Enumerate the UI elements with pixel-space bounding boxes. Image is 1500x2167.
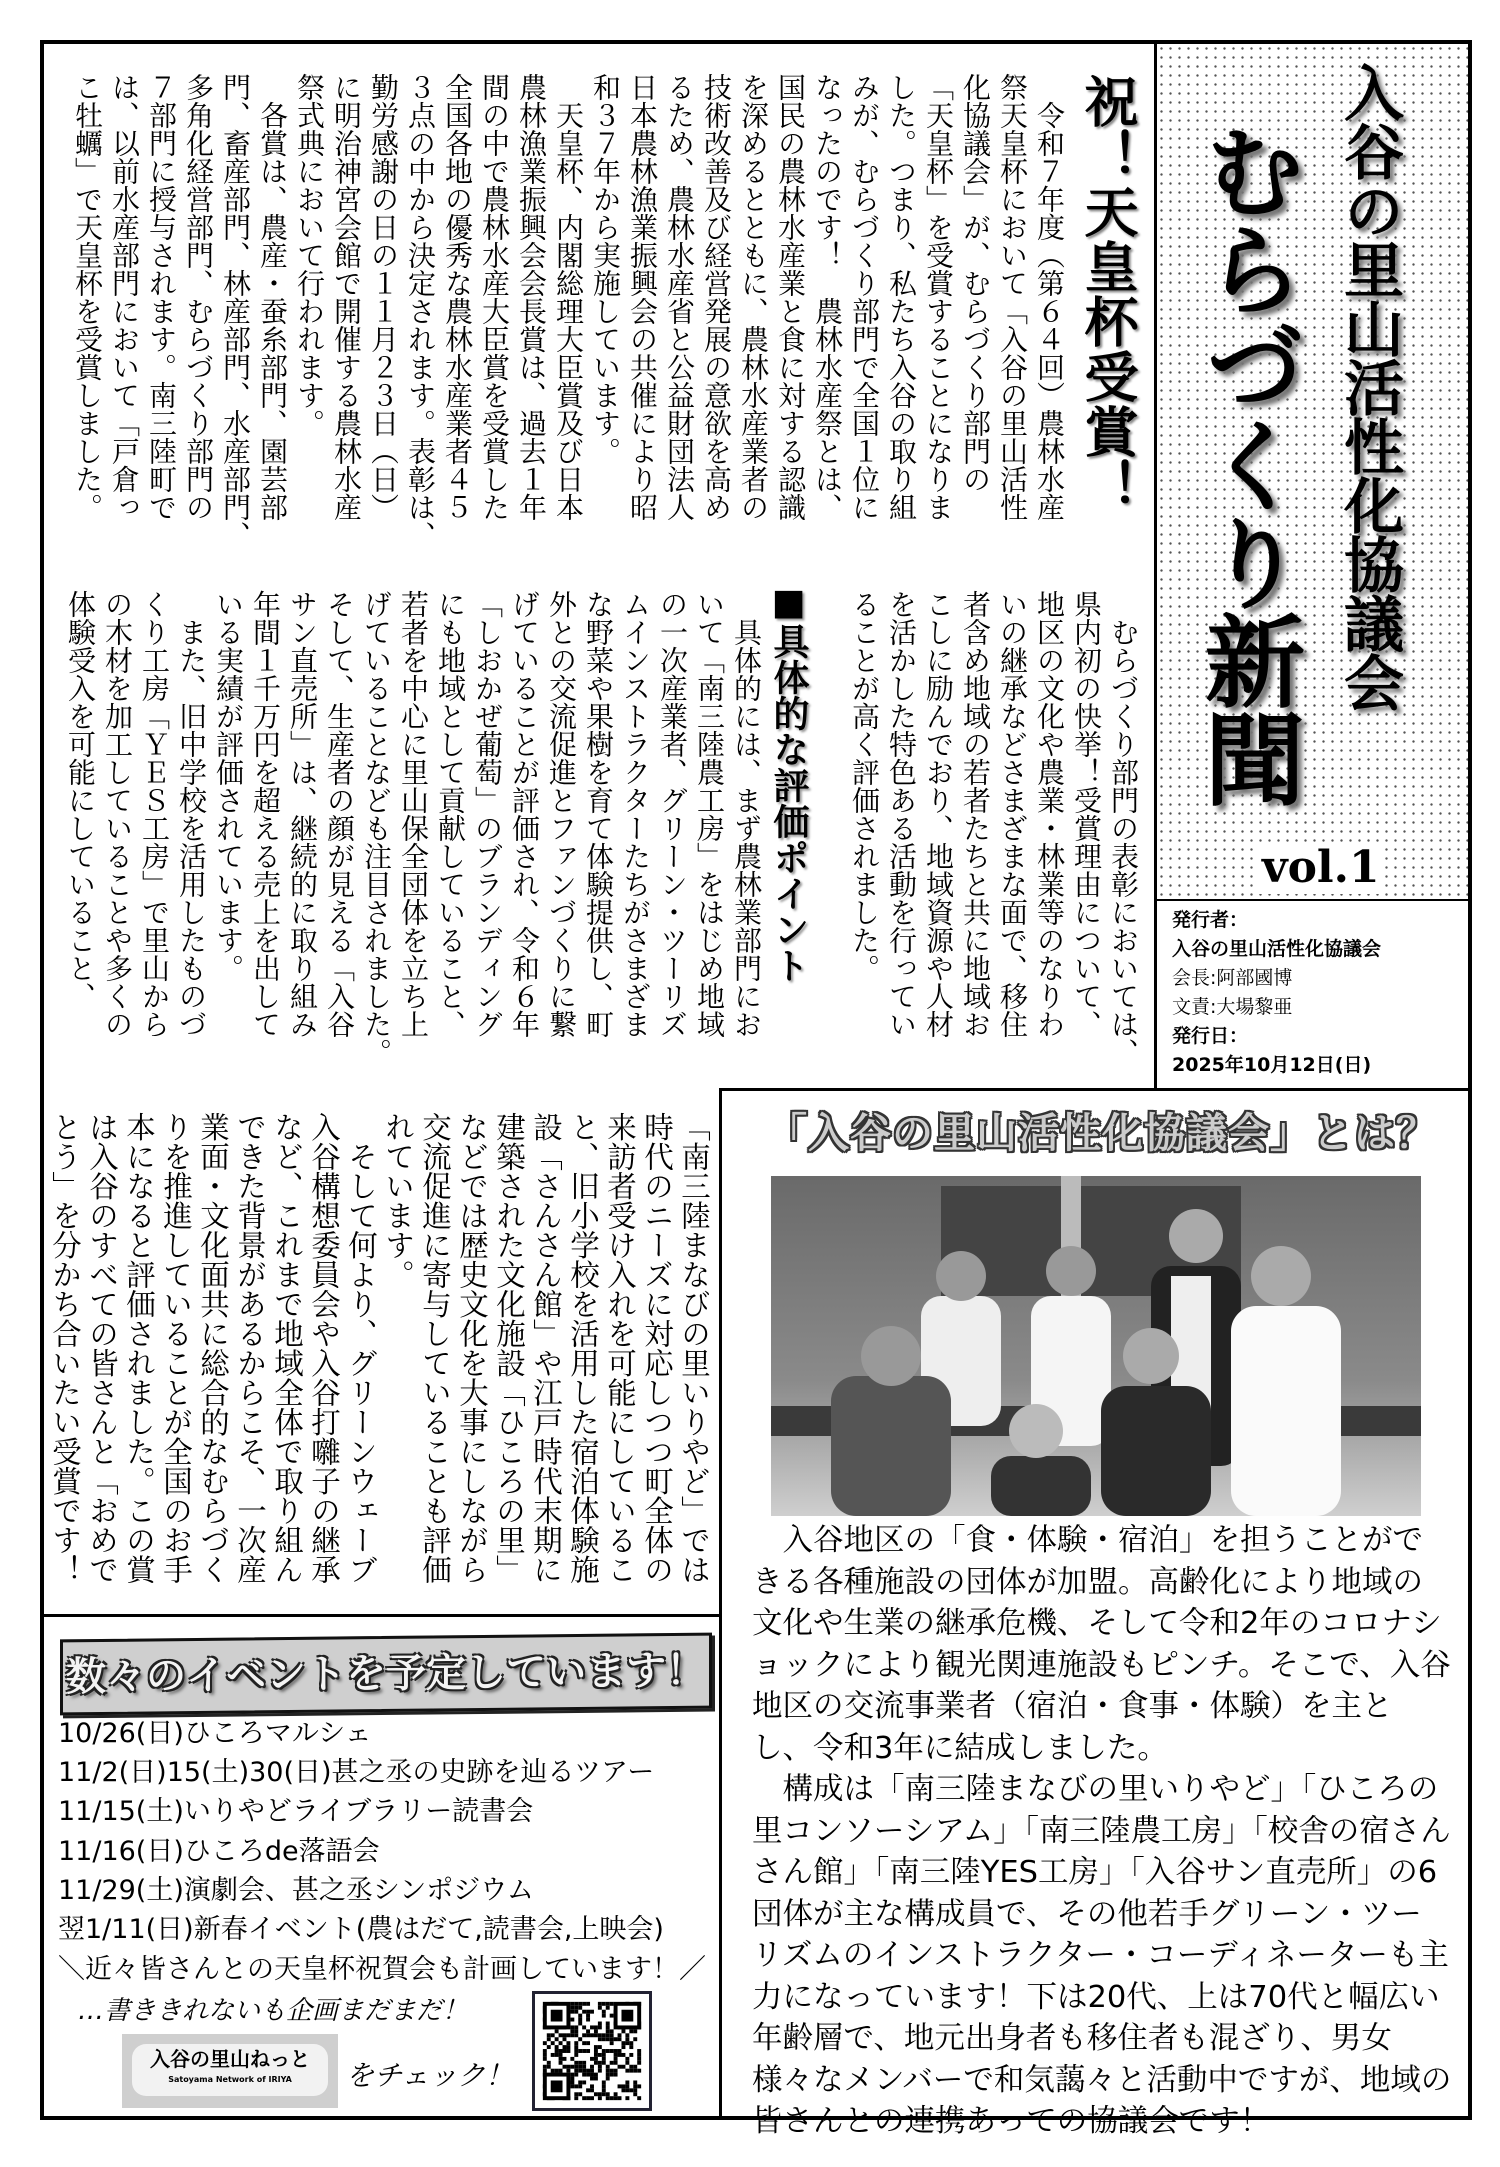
text-column: とう」を分かち合いたい受賞です！ — [48, 1112, 82, 1584]
text-column: など、これまで地域全体で取り組ん — [270, 1112, 304, 1584]
group-photo — [771, 1176, 1421, 1516]
event-item: 11/15(土)いりやどライブラリー読書会 — [58, 1796, 534, 1828]
date-label: 発行日： — [1172, 1025, 1249, 1047]
about-heading: 「入谷の里山活性化協議会」とは？ — [766, 1109, 1438, 1157]
text-column: げていることなども注目されました。 — [360, 590, 393, 1066]
text-column: 天皇杯、内閣総理大臣賞及び日本 — [552, 73, 585, 521]
about-paragraph: 構成は「南三陸まなびの里いりやど」「ひころの里コンソーシアム」「南三陸農工房」「校舎の宿さんさん館」「南三陸YES工房」「入谷サン直売所」の6団体が主な構成員で、その他若手グリーン・ツーリズムのインストラクター・コーディネーターも主力になっています！下は20代、上は70代と幅広い年齢層で、地元出身者も移住者も混ざり、男女様々なメンバーで和気藹々と活動中ですが、地域の皆さんとの連携あっての協議会です！ — [752, 1772, 1452, 2139]
events-divider — [42, 1614, 721, 1617]
text-column: を活かした特色ある活動を行ってい — [885, 590, 918, 1038]
text-column: 交流促進に寄与していることも評価 — [418, 1112, 452, 1584]
about-text — [752, 1520, 1452, 2143]
masthead-title: むらづくり新聞 — [1188, 120, 1306, 806]
text-column: 地区の文化や農業・林業等のなりわ — [1033, 590, 1066, 1038]
text-column: 「しおかぜ葡萄」のブランディング — [471, 590, 504, 1038]
qr-code[interactable] — [532, 1991, 652, 2111]
text-column: れています。 — [381, 1112, 415, 1289]
text-column: 技術改善及び経営発展の意欲を高め — [700, 73, 733, 521]
text-column: 本になると評価されました。この賞 — [122, 1112, 156, 1584]
text-column: 体験受入を可能にしていること、 — [64, 590, 97, 1010]
text-column: 間の中で農林水産大臣賞を受賞した — [478, 73, 511, 521]
text-column: いて「南三陸農工房」をはじめ地域 — [693, 590, 726, 1038]
event-item: 11/16(日)ひころde落語会 — [58, 1835, 380, 1867]
text-column: むらづくり部門の表彰においては、 — [1107, 590, 1140, 1066]
masthead-volume: vol.1 — [1258, 842, 1384, 894]
publisher-label: 発行者： — [1172, 909, 1249, 931]
text-column: 日本農林漁業振興会の共催により昭 — [626, 73, 659, 521]
text-column: できた背景があるからこそ、一次産 — [233, 1112, 267, 1584]
text-column: 来訪者受け入れを可能にしているこ — [603, 1112, 637, 1584]
text-column: した。つまり、私たち入谷の取り組 — [885, 73, 918, 521]
text-column: 化協議会」が、むらづくり部門の — [959, 73, 992, 493]
text-column: 若者を中心に里山保全団体を立ち上 — [397, 590, 430, 1038]
writer: 文責:大場黎亜 — [1172, 996, 1293, 1018]
events-banner — [60, 1633, 712, 1716]
text-column: 県内初の快挙！受賞理由について、 — [1070, 590, 1103, 1038]
text-column: と、旧小学校を活用した宿泊体験施 — [566, 1112, 600, 1584]
text-column: は、以前水産部門において「戸倉っ — [108, 73, 141, 521]
text-column: 年間１千万円を超える売上を出して — [249, 590, 282, 1038]
masthead-organization: 入谷の里山活性化協議会 — [1334, 62, 1404, 711]
text-column: いの継承などさまざまな面で、移住 — [996, 590, 1029, 1038]
text-column: 「天皇杯」を受賞することになりま — [922, 73, 955, 521]
events-banner-text: 数々のイベントを予定しています！ — [66, 1647, 706, 1701]
logo-subtext: Satoyama Network of IRIYA — [168, 2075, 292, 2084]
text-column: の木材を加工していることや多くの — [101, 590, 134, 1038]
text-column: そして何より、グリーンウェーブ — [344, 1112, 378, 1584]
text-column: 具体的には、まず農林業部門にお — [730, 590, 763, 1038]
points-article-body — [62, 590, 765, 1080]
text-column: みが、むらづくり部門で全国１位に — [848, 73, 881, 521]
text-column: 設「さんさん館」や江戸時代末期に — [529, 1112, 563, 1584]
text-column: ７部門に授与されます。南三陸町で — [145, 73, 178, 521]
text-column: を深めるとともに、農林水産業者の — [737, 73, 770, 521]
column-divider — [719, 1088, 722, 2116]
award-article-body — [69, 73, 1068, 563]
event-item: 11/29(土)演劇会、甚之丞シンポジウム — [58, 1874, 534, 1906]
text-column: などでは歴史文化を大事にしながら — [455, 1112, 489, 1584]
issue-date: 2025年10月12日(日) — [1172, 1054, 1372, 1076]
event-item: 翌1/11(日)新春イベント(農はだて,読書会,上映会) — [58, 1914, 664, 1946]
text-column: 入谷構想委員会や入谷打囃子の継承 — [307, 1112, 341, 1584]
text-column: にも地域として貢献していること、 — [434, 590, 467, 1038]
text-column: 和３７年から実施しています。 — [589, 73, 622, 465]
text-column: 者含め地域の若者たちと共に地域お — [959, 590, 992, 1038]
text-column: なったのです！ 農林水産祭とは、 — [811, 73, 844, 521]
publisher-name: 入谷の里山活性化協議会 — [1172, 938, 1382, 960]
text-column: 勤労感謝の日の１１月２３日（日） — [367, 73, 400, 521]
text-column: な野菜や果樹を育て体験提供し、町 — [582, 590, 615, 1038]
text-column: 建築された文化施設「ひころの里」 — [492, 1112, 526, 1584]
text-column: 国民の農林水産業と食に対する認識 — [774, 73, 807, 521]
text-column: ることが高く評価されました。 — [848, 590, 881, 982]
events-list — [58, 1714, 664, 1949]
text-column: 業面・文化面共に総合的なむらづく — [196, 1112, 230, 1584]
section-divider — [719, 1088, 1468, 1091]
event-item: 11/2(日)15(土)30(日)甚之丞の史跡を辿るツアー — [58, 1757, 655, 1789]
text-column: こしに励んでおり、地域資源や人材 — [922, 590, 955, 1038]
text-column: また、旧中学校を活用したものづ — [175, 590, 208, 1038]
text-column: サン直売所」は、継続的に取り組み — [286, 590, 319, 1038]
text-column: は入谷のすべての皆さんと「おめで — [85, 1112, 119, 1584]
text-column: 多角化経営部門、むらづくり部門の — [182, 73, 215, 521]
satoyama-network-logo[interactable] — [122, 2034, 338, 2108]
text-column: くり工房「ＹＥＳ工房」で里山から — [138, 590, 171, 1038]
text-column: 「南三陸まなびの里いりやど」では — [677, 1112, 711, 1584]
text-column: 門、畜産部門、林産部門、水産部門、 — [219, 73, 252, 549]
text-column: いる実績が評価されています。 — [212, 590, 245, 982]
text-column: ムインストラクターたちがさまざま — [619, 590, 652, 1038]
publisher-info — [1172, 906, 1381, 1080]
award-headline: 祝！天皇杯受賞！ — [1076, 74, 1139, 514]
text-column: 時代のニーズに対応しつつ町全体の — [640, 1112, 674, 1584]
text-column: ３点の中から決定されます。表彰は、 — [404, 73, 437, 549]
text-column: 農林漁業振興会会長賞は、過去１年 — [515, 73, 548, 521]
reason-article-body — [846, 590, 1142, 1080]
text-column: 外との交流促進とファンづくりに繋 — [545, 590, 578, 1038]
text-column: こ牡蠣」で天皇杯を受賞しました。 — [71, 73, 104, 521]
text-column: そして、生産者の顔が見える「入谷 — [323, 590, 356, 1038]
text-column: に明治神宮会館で開催する農林水産 — [330, 73, 363, 521]
event-item: 10/26(日)ひころマルシェ — [58, 1718, 372, 1749]
more-events-note: …書ききれないも企画まだまだ！ — [78, 1996, 469, 2026]
text-column: 令和７年度（第６４回）農林水産 — [1033, 73, 1066, 521]
chairman: 会長:阿部國博 — [1172, 967, 1293, 989]
points-heading: ■具体的な評価ポイント — [768, 582, 809, 983]
check-text: をチェック！ — [346, 2059, 514, 2092]
about-paragraph: 入谷地区の「食・体験・宿泊」を担うことができる各種施設の団体が加盟。高齢化により地域の文化や生業の継承危機、そして令和2年のコロナショックにより観光関連施設もピンチ。そこで、入谷地区の交流事業者（宿泊・食事・体験）を主とし、令和3年に結成しました。 — [752, 1523, 1451, 1766]
text-column: 各賞は、農産・蚕糸部門、園芸部 — [256, 73, 289, 521]
celebration-note: ＼近々皆さんとの天皇杯祝賀会も計画しています！／ — [58, 1954, 706, 1985]
text-column: 全国各地の優秀な農林水産業者４５ — [441, 73, 474, 521]
logo-text: 入谷の里山ねっと — [150, 2047, 310, 2071]
text-column: 祭式典において行われます。 — [293, 73, 326, 437]
text-column: りを推進していることが全国のお手 — [159, 1112, 193, 1584]
text-column: 祭天皇杯において「入谷の里山活性 — [996, 73, 1029, 521]
text-column: の一次産業者、グリーン・ツーリズ — [656, 590, 689, 1038]
text-column: げていることが評価され、令和６年 — [508, 590, 541, 1038]
points-article-continued — [46, 1112, 712, 1607]
text-column: るため、農林水産省と公益財団法人 — [663, 73, 696, 521]
